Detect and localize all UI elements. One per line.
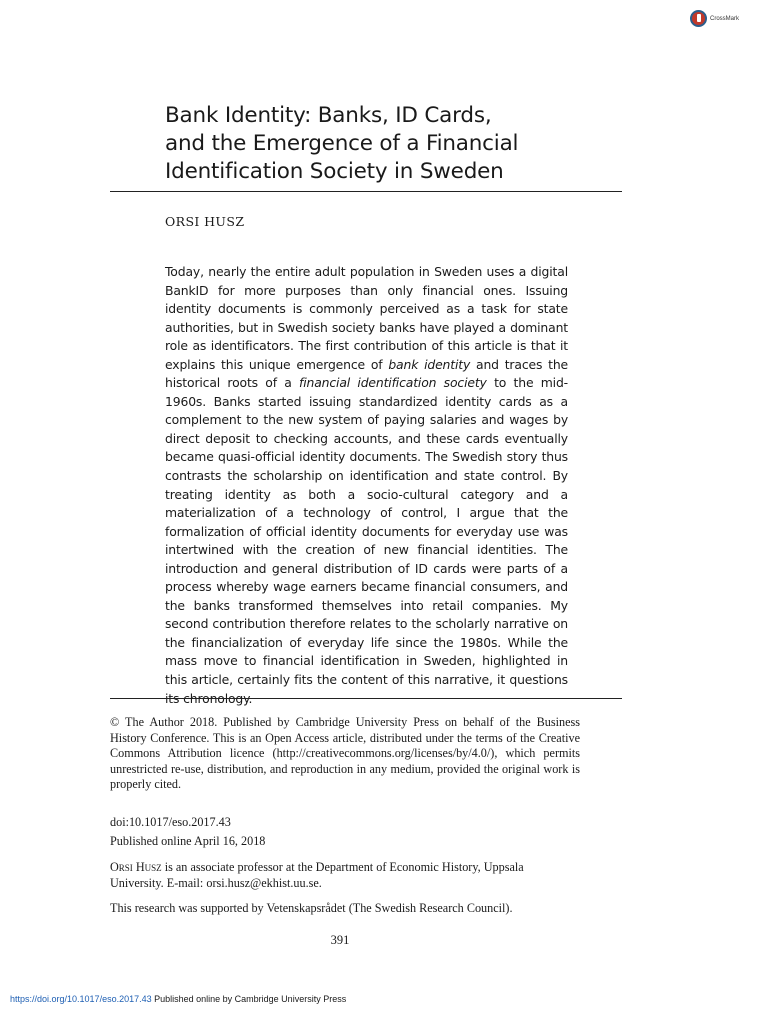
doi-text: doi:10.1017/eso.2017.43	[110, 815, 231, 829]
title-line-1: Bank Identity: Banks, ID Cards,	[165, 103, 492, 128]
footer-text: Published online by Cambridge University Press	[151, 994, 347, 1004]
funding-note: This research was supported by Vetenskapsrådet (The Swedish Research Council).	[110, 901, 513, 915]
crossmark-icon	[690, 10, 707, 27]
abstract	[165, 263, 568, 708]
crossmark-label: CrossMark	[710, 15, 740, 22]
abstract-part-1: Today, nearly the entire adult population in Sweden uses a digital BankID for more purposes than only financial ones. Issuing identity documents is commonly perceived as a task for state authorities, but in Swedish society banks have played a dominant role as identificators. The first contribution of this article is that it explains this unique emergence of	[165, 264, 568, 372]
abstract-divider	[110, 698, 622, 699]
page-number: 391	[330, 933, 350, 947]
doi-link[interactable]: https://doi.org/10.1017/eso.2017.43	[10, 994, 152, 1004]
abstract-emphasis-1: bank identity	[388, 356, 471, 372]
author-bio	[110, 860, 580, 891]
publication-date: Published online April 16, 2018	[110, 834, 266, 848]
abstract-emphasis-2: financial identification society	[299, 375, 487, 391]
author-name: ORSI HUSZ	[165, 214, 245, 229]
abstract-part-2: and traces the historical roots of a	[165, 356, 568, 391]
bio-author-name: Orsi Husz	[110, 860, 162, 874]
crossmark-badge[interactable]	[690, 10, 739, 27]
title-line-3: Identification Society in Sweden	[165, 159, 504, 184]
title-divider	[110, 191, 622, 192]
title-line-2: and the Emergence of a Financial	[165, 131, 519, 156]
abstract-part-3: to the mid-1960s. Banks started issuing standardized identity cards as a complement to the new system of paying salaries and wages by direct deposit to checking accounts, and these cards eventually became quasi-official identity documents. The Swedish story thus contrasts the scholarship on identification and state control. By treating identity as both a socio-cultural category and a materialization of a technology of control, I argue that the formalization of official identity documents for everyday use was intertwined with the creation of new financial identities. The introduction and general distribution of ID cards were parts of a process whereby wage earners became financial consumers, and the banks transformed themselves into retail companies. My second contribution therefore relates to the scholarly narrative on the financialization of everyday life since the 1980s. While the mass move to financial identification in Sweden, highlighted in this article, certainly fits the content of this narrative, it questions its chronology.	[165, 375, 568, 706]
license-notice: © The Author 2018. Published by Cambridge University Press on behalf of the Business History Conference. This is an Open Access article, distributed under the terms of the Creative Commons Attribution licence (http://creativecommons.org/licenses/by/4.0/), which permits unrestricted re-use, distribution, and reproduction in any medium, provided the original work is properly cited.	[110, 715, 580, 792]
bio-text: is an associate professor at the Department of Economic History, Uppsala University. E-mail: orsi.husz@ekhist.uu.se.	[110, 860, 524, 890]
article-title	[165, 102, 625, 186]
footer-line	[10, 994, 346, 1004]
